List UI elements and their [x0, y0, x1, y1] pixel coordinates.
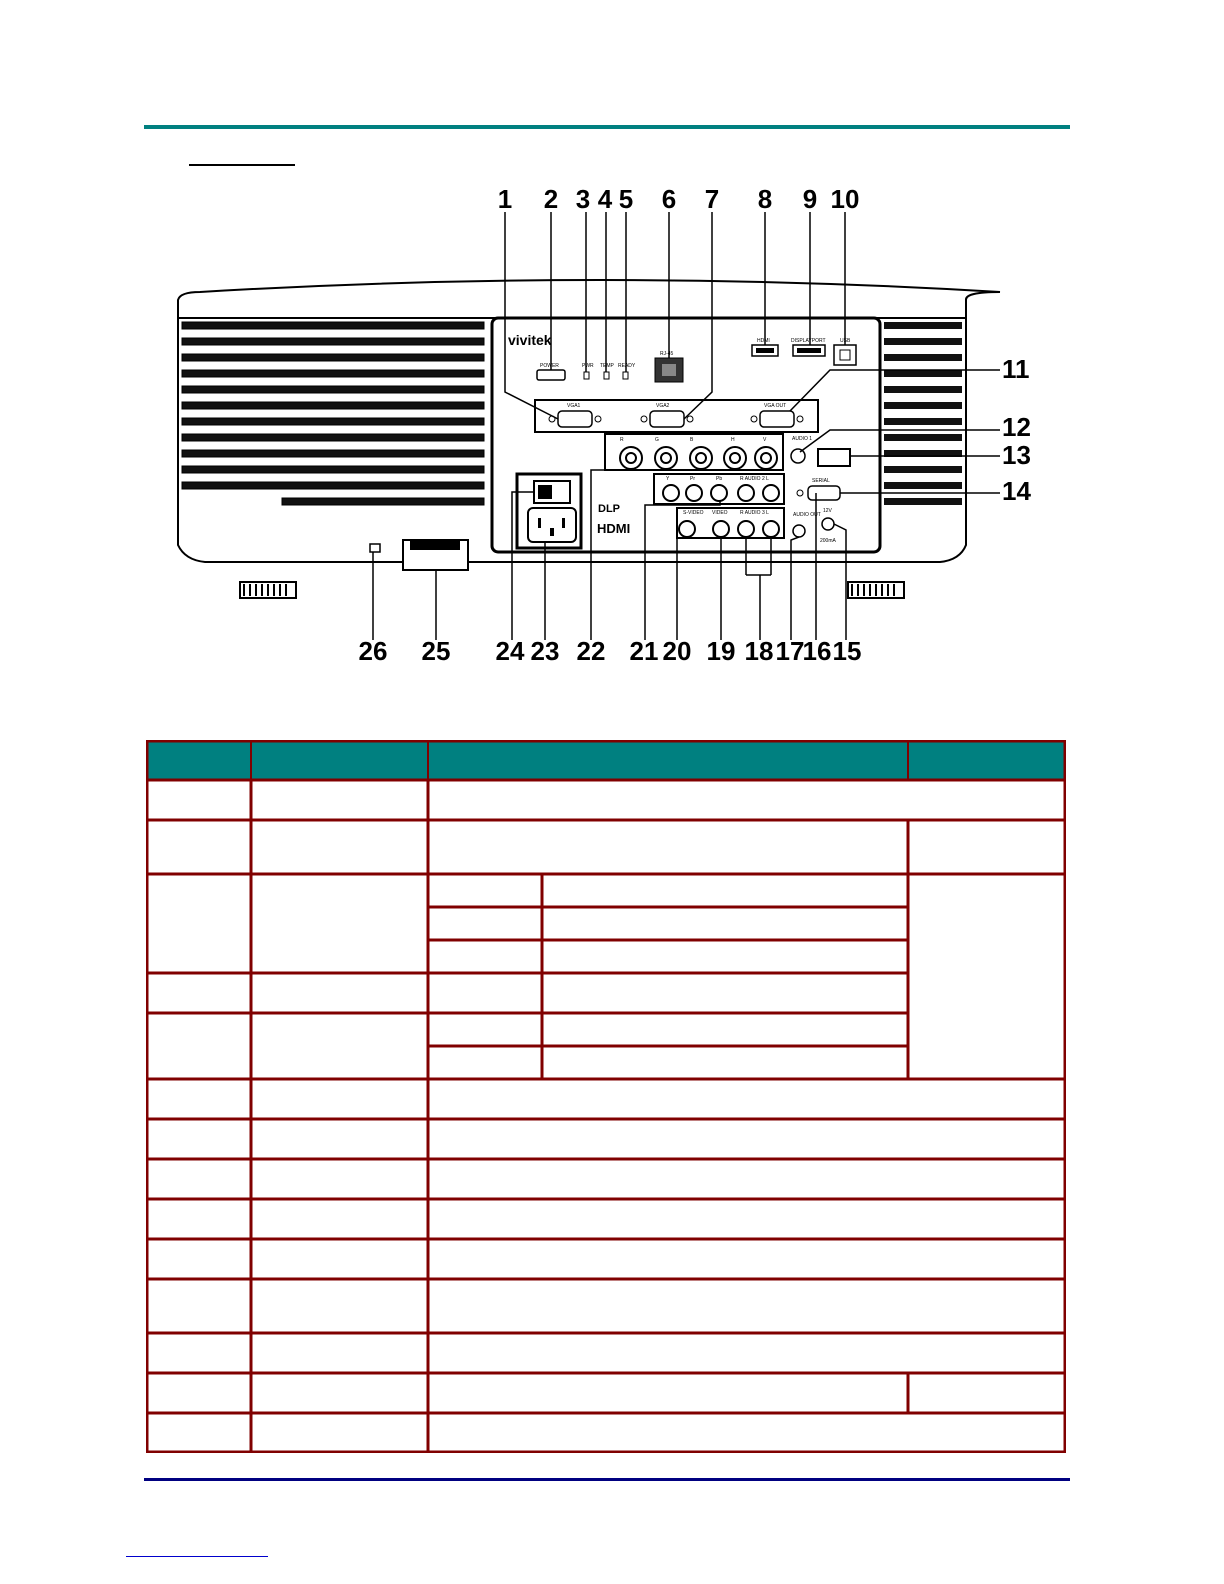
security-slot [370, 544, 380, 552]
projector-rear-view-figure [0, 0, 1224, 700]
callout-18: 18 [744, 636, 774, 666]
callouts-bottom [359, 636, 862, 666]
12v-label: 12V [823, 508, 832, 514]
callout-2: 2 [543, 184, 559, 214]
power-label: POWER [540, 363, 559, 369]
bnc-b-label: B [690, 437, 694, 443]
callout-16: 16 [802, 636, 832, 666]
table-header-row [146, 740, 1066, 780]
callout-14: 14 [1002, 476, 1031, 506]
callout-6: 6 [661, 184, 677, 214]
callout-3: 3 [575, 184, 591, 214]
pwr-led [584, 372, 589, 379]
callout-9: 9 [802, 184, 818, 214]
callouts-right [1002, 354, 1031, 506]
vga2-label: VGA2 [656, 403, 670, 409]
s-video-port [679, 521, 695, 537]
callout-13: 13 [1002, 440, 1031, 470]
callout-25: 25 [421, 636, 451, 666]
y-label: Y [666, 476, 670, 482]
callout-1: 1 [497, 184, 513, 214]
footer-rule [144, 1478, 1070, 1481]
12v-jack [822, 518, 834, 530]
dlp-logo: DLP [598, 503, 620, 515]
audio3-label: R AUDIO 3 L [740, 510, 769, 516]
callout-20: 20 [662, 636, 692, 666]
callout-23: 23 [530, 636, 560, 666]
ready-led-label: READY [618, 363, 636, 369]
ac-inlet [528, 508, 576, 542]
callout-17: 17 [775, 636, 805, 666]
callout-12: 12 [1002, 412, 1031, 442]
audio-out-label: AUDIO OUT [793, 512, 821, 518]
callout-22: 22 [576, 636, 606, 666]
callout-19: 19 [706, 636, 736, 666]
pb-label: Pb [716, 476, 723, 482]
vga1-port [558, 411, 592, 427]
vga2-port [650, 411, 684, 427]
callout-5: 5 [618, 184, 634, 214]
temp-led [604, 372, 609, 379]
audio2-label: R AUDIO 2 L [740, 476, 769, 482]
callout-24: 24 [495, 636, 525, 666]
callout-4: 4 [597, 184, 613, 214]
hdmi-logo: HDMI [597, 521, 631, 536]
serial-port [808, 486, 840, 500]
callout-10: 10 [830, 184, 860, 214]
audio-out-jack [793, 525, 805, 537]
ready-led [623, 372, 628, 379]
video-port [713, 521, 729, 537]
audio1-jack [791, 449, 805, 463]
bnc-v-label: V [763, 437, 767, 443]
svideo-label: S-VIDEO [683, 510, 704, 516]
bnc-r-label: R [620, 437, 624, 443]
200ma-label: 200mA [820, 538, 836, 544]
pwr-led-label: PWR [582, 363, 594, 369]
footer-link-underline [126, 1556, 268, 1557]
brand-logo: vivitek [508, 332, 552, 348]
bnc-h-label: H [731, 437, 735, 443]
bnc-g-label: G [655, 437, 659, 443]
callout-11: 11 [1002, 354, 1030, 384]
serial-label: SERIAL [812, 478, 830, 484]
vga-out-port [760, 411, 794, 427]
audio1-label: AUDIO 1 [792, 436, 813, 442]
parts-table [146, 740, 1066, 1453]
rj45-label: RJ-45 [660, 351, 674, 357]
callout-15: 15 [832, 636, 862, 666]
pr-label: Pr [690, 476, 695, 482]
usb-label: USB [840, 338, 851, 344]
callout-7: 7 [704, 184, 720, 214]
ir-receiver [818, 449, 850, 466]
callout-8: 8 [757, 184, 773, 214]
housing-top [178, 280, 1000, 318]
callouts-top [498, 184, 860, 214]
callout-26: 26 [358, 636, 388, 666]
callout-21: 21 [629, 636, 659, 666]
vga-out-label: VGA OUT [764, 403, 787, 409]
hdmi-port-label: HDMI [757, 338, 770, 344]
video-label: VIDEO [712, 510, 728, 516]
displayport-label: DISPLAYPORT [791, 338, 826, 344]
temp-led-label: TEMP [600, 363, 614, 369]
power-button [537, 370, 565, 380]
vga1-label: VGA1 [567, 403, 581, 409]
